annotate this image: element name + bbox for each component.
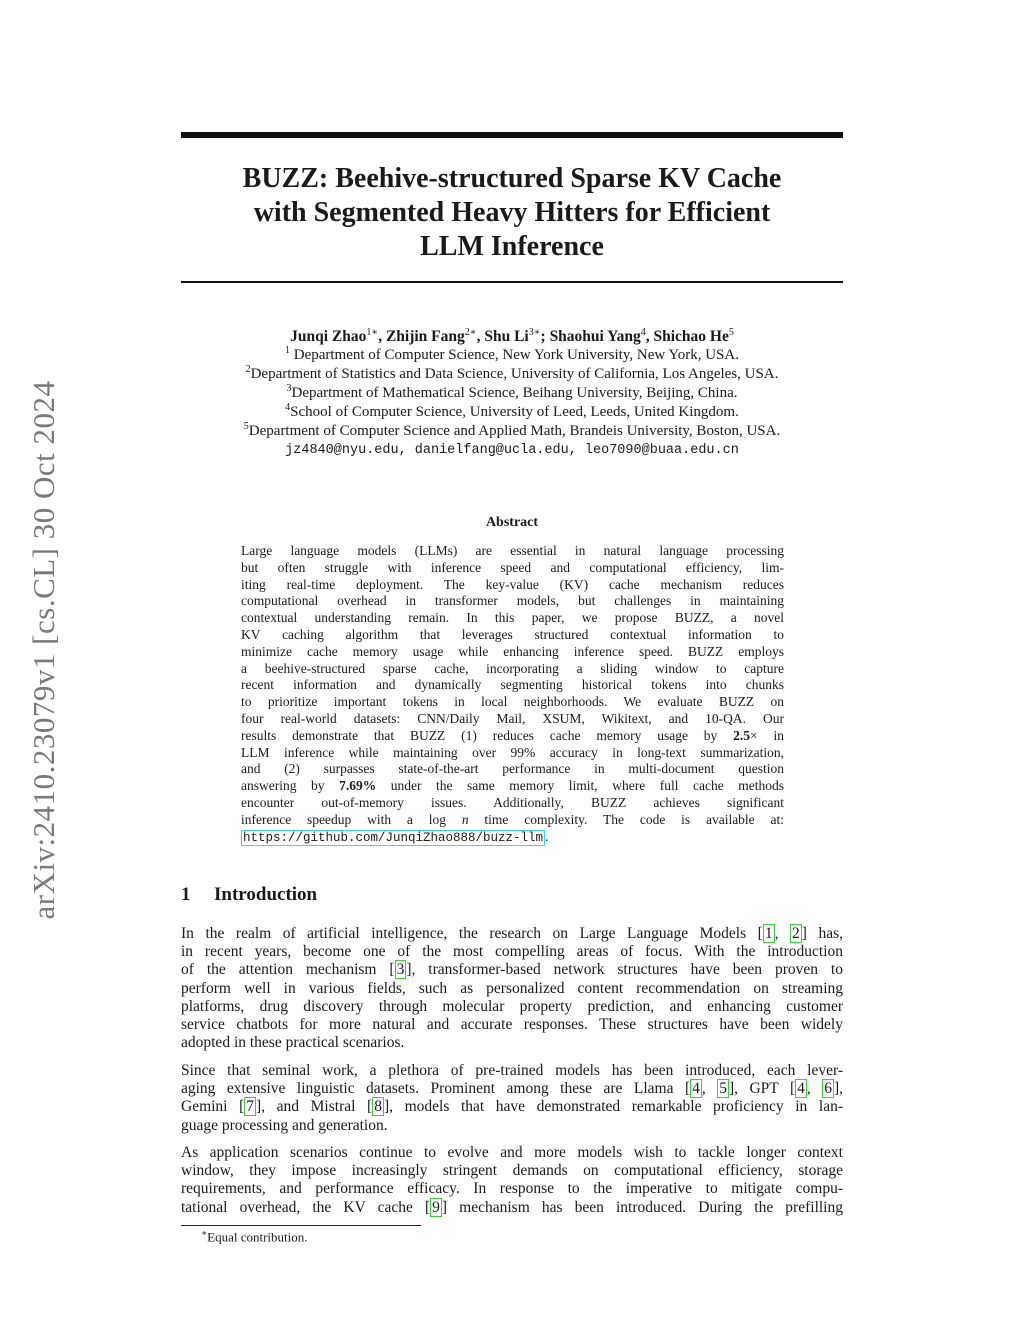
- author-sup: 1∗: [366, 326, 379, 338]
- abstract-line: results demonstrate that BUZZ (1) reduces cache memory usage by 2.5× in: [241, 727, 784, 743]
- section-title: Introduction: [214, 884, 318, 905]
- footnote: [201, 1228, 308, 1245]
- author-name: Junqi Zhao: [290, 328, 367, 345]
- text-line: of the attention mechanism [ 3 ], transformer-based network structures have been proven to: [181, 961, 843, 979]
- author-name: Shichao He: [653, 328, 729, 345]
- abstract-line: but often struggle with inference speed and computational efficiency, lim-: [241, 559, 784, 575]
- citation-link[interactable]: 2: [792, 925, 800, 942]
- abstract-line: https://github.com/JunqiZhao888/buzz-llm .: [243, 828, 549, 845]
- text-line: Gemini [ 7 ], and Mistral [ 8 ], models that have demonstrated remarkable proficiency in lan-: [181, 1098, 843, 1116]
- author-name: Shaohui Yang: [549, 328, 641, 345]
- affiliation: $^5$Department of Computer Science and Applied Math, Brandeis University, Boston, USA.: [243, 421, 781, 439]
- text-line: service chatbots for more natural and accurate responses. These structures have been widely: [181, 1016, 843, 1034]
- affiliation: $^4$School of Computer Science, University of Leed, Leeds, United Kingdom.: [285, 402, 739, 420]
- text-line: tational overhead, the KV cache [ 9 ] mechanism has been introduced. During the prefilling: [181, 1198, 843, 1216]
- footnote-rule: [181, 1225, 421, 1226]
- code-link[interactable]: https://github.com/JunqiZhao888/buzz-llm: [243, 830, 544, 845]
- author-name: Shu Li: [484, 328, 529, 345]
- abstract-line: computational overhead in transformer models, but challenges in maintaining: [241, 593, 784, 609]
- abstract-line: Large language models (LLMs) are essential in natural language processing: [241, 543, 784, 558]
- author-sup: 2∗: [464, 326, 477, 338]
- text-line: aging extensive linguistic datasets. Prominent among these are Llama [ 4 , 5 ], GPT [ 4 , 6 ],: [181, 1080, 843, 1098]
- abstract-line: KV caching algorithm that leverages structured contextual information to: [241, 626, 784, 642]
- intro-paragraph-2: [181, 1062, 843, 1135]
- title-top-rule: [181, 132, 843, 138]
- author-names: Junqi Zhao$^{1∗}$, Zhijin Fang$^{2∗}$, Shu $Li^{3∗}$; Shaohui Yang$^4$, Shichao He$^5$: [290, 326, 734, 345]
- text-line: Since that seminal work, a plethora of pre-trained models has been introduced, each lever-: [181, 1062, 843, 1079]
- section-heading: [181, 884, 317, 906]
- abstract-line: to prioritize important tokens in local neighborhoods. We evaluate BUZZ on: [241, 694, 784, 710]
- text-line: As application scenarios continue to evolve and more models wish to tackle longer context: [181, 1144, 843, 1161]
- author-sup: 5: [728, 326, 734, 338]
- arxiv-identifier: arXiv:2410.23079v1 [cs.CL] 30 Oct 2024: [26, 380, 61, 920]
- footnote-marker: ∗: [201, 1228, 208, 1238]
- intro-paragraph-3: [181, 1144, 843, 1217]
- section-number: 1: [181, 884, 191, 905]
- abstract-line: inference speedup with a log n time complexity. The code is available at:: [241, 811, 784, 827]
- text-line: adopted in these practical scenarios.: [181, 1034, 405, 1052]
- author-sup: 4: [640, 326, 646, 338]
- citation-link[interactable]: 1: [764, 925, 773, 942]
- arxiv-sidebar: [28, 360, 60, 940]
- abstract-line: and (2) surpasses state-of-the-art performance in multi-document question: [241, 761, 784, 777]
- citation-link[interactable]: 4: [692, 1080, 700, 1098]
- citation-link[interactable]: 7: [246, 1098, 255, 1116]
- citation-link[interactable]: 3: [396, 961, 405, 979]
- author-sup: 3∗: [528, 326, 541, 338]
- abstract-line: LLM inference while maintaining over 99% accuracy in long-text summarization,: [241, 744, 784, 760]
- title-line: with Segmented Heavy Hitters for Efficient: [253, 197, 771, 228]
- affiliation: $^1$ Department of Computer Science, New York University, New York, USA.: [285, 345, 739, 363]
- citation-link[interactable]: 6: [824, 1080, 832, 1098]
- text-line: in recent years, become one of the most compelling areas of focus. With the introduction: [181, 943, 843, 961]
- title-line: LLM Inference: [420, 231, 604, 262]
- text-line: platforms, drug discovery through molecular property prediction, and enhancing customer: [181, 997, 843, 1015]
- affiliation: $^3$Department of Mathematical Science, Beihang University, Beijing, China.: [286, 383, 738, 401]
- abstract-line: minimize cache memory usage while enhancing inference speed. BUZZ employs: [241, 643, 784, 659]
- abstract-line: iting real-time deployment. The key-value (KV) cache mechanism reduces: [241, 576, 784, 592]
- citation-link[interactable]: 9: [432, 1198, 440, 1216]
- text-line: guage processing and generation.: [181, 1116, 388, 1134]
- paper-title: [181, 162, 843, 264]
- abstract-line: answering by 7.69% under the same memory limit, where full cache methods: [241, 778, 785, 794]
- abstract-line: a beehive-structured sparse cache, incorporating a sliding window to capture: [241, 660, 784, 676]
- author-name: Zhijin Fang: [385, 328, 465, 345]
- author-block: [150, 327, 874, 460]
- footnote-text: Equal contribution.: [207, 1229, 308, 1245]
- abstract-line: contextual understanding remain. In this paper, we propose BUZZ, a novel: [241, 610, 784, 626]
- text-line: perform well in various fields, such as personalized content recommendation on streaming: [181, 979, 843, 997]
- citation-link[interactable]: 4: [797, 1080, 805, 1098]
- title-line: BUZZ: Beehive-structured Sparse KV Cache: [242, 163, 782, 194]
- abstract-line: encounter out-of-memory issues. Additionally, BUZZ achieves significant: [241, 794, 784, 810]
- abstract-heading: Abstract: [485, 515, 539, 530]
- abstract-body: [241, 543, 784, 846]
- abstract-line: recent information and dynamically segmenting historical tokens into chunks: [241, 677, 784, 693]
- text-line: requirements, and performance efficacy. In response to the imperative to mitigate compu-: [181, 1180, 843, 1198]
- title-bottom-rule: [181, 281, 843, 283]
- affiliation: $^2$Department of Statistics and Data Science, University of California, Los Angeles, USA.: [245, 364, 779, 382]
- text-line: In the realm of artificial intelligence, the research on Large Language Models [ 1 , 2 ] has,: [181, 925, 843, 942]
- author-emails: jz4840@nyu.edu, danielfang@ucla.edu, leo7090@buaa.edu.cn: [285, 443, 739, 458]
- intro-paragraph-1: [181, 925, 843, 1052]
- text-line: window, they impose increasingly stringent demands on computational efficiency, storage: [181, 1162, 843, 1180]
- citation-link[interactable]: 5: [719, 1080, 727, 1098]
- citation-link[interactable]: 8: [374, 1098, 382, 1116]
- abstract-line: four real-world datasets: CNN/Daily Mail, XSUM, Wikitext, and 10-QA. Our: [241, 710, 784, 726]
